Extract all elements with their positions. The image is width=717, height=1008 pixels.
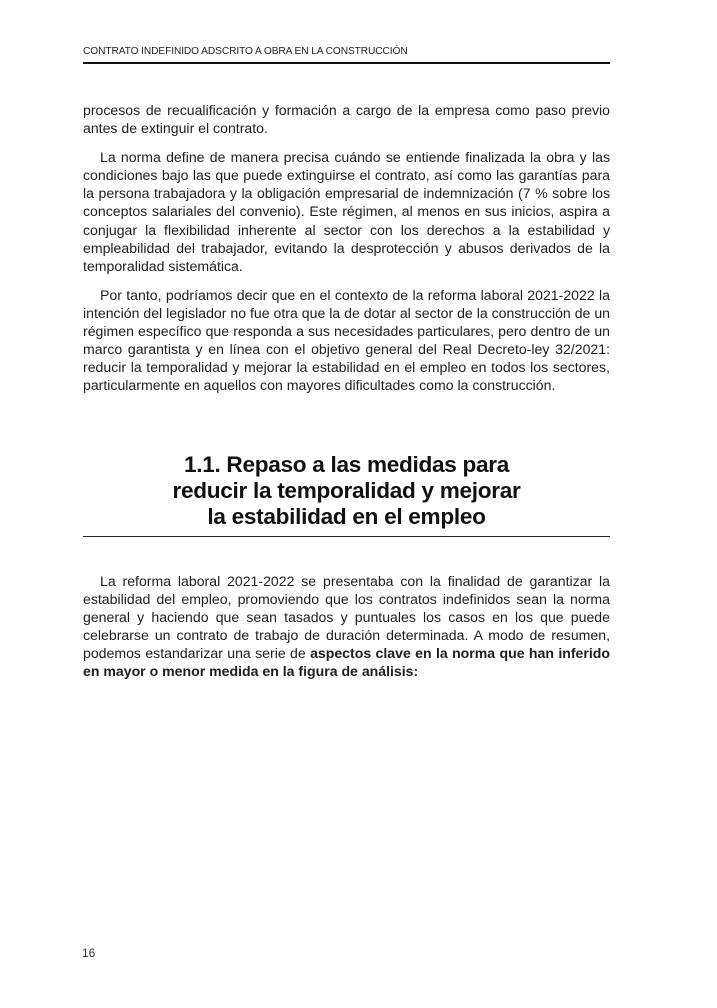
paragraph-norma: La norma define de manera precisa cuándo se entiende finalizada la obra y las condiciones bajo las que puede extinguirse el contrato, así como las garantías para la persona trabajadora y la obligación empresarial de indemnización (7 % sobre los conceptos salariales del convenio). Este régimen, al menos en sus inicios, aspira a conjugar la flexibilidad inherente al sector con los derechos a la estabilidad y empleabilidad del trabajador, evitando la desprotección y abusos derivados de la temporalidad sistemática.: [83, 149, 610, 274]
body-text-top: [83, 101, 610, 405]
section-heading-line-2: reducir la temporalidad y mejorar: [172, 478, 521, 503]
body-text-section: [83, 572, 610, 692]
section-heading-line-3: la estabilidad en el empleo: [207, 504, 486, 529]
paragraph-reforma-regular: La reforma laboral 2021-2022 se presentaba con la finalidad de garantizar la estabilidad del empleo, promoviendo que los contratos indefinidos sean la norma general y haciendo que sean tasados y puntuales los casos en los que puede celebrarse un contrato de trabajo de duración determinada. A modo de resumen, podemos estandarizar una serie de: [83, 573, 610, 662]
paragraph-continuation: procesos de recualificación y formación a cargo de la empresa como paso previo antes de extinguir el contrato.: [83, 102, 610, 137]
running-header: CONTRATO INDEFINIDO ADSCRITO A OBRA EN LA CONSTRUCCIÓN: [83, 46, 408, 57]
header-rule: [83, 62, 610, 64]
section-heading-line-1: 1.1. Repaso a las medidas para: [183, 452, 510, 477]
paragraph-por-tanto: Por tanto, podríamos decir que en el contexto de la reforma laboral 2021-2022 la intención del legislador no fue otra que la de dotar al sector de la construcción de un régimen específico que responda a sus necesidades particulares, pero dentro de un marco garantista y en línea con el objetivo general del Real Decreto-ley 32/2021: reducir la temporalidad y mejorar la estabilidad en el empleo en todos los sectores, particularmente en aquellos con mayores dificultades como la construcción.: [83, 286, 610, 394]
page-number: 16: [82, 946, 96, 960]
heading-rule: [83, 536, 610, 537]
section-heading: [83, 452, 610, 530]
paragraph-reforma-bold: aspectos clave en la norma que han inferido en mayor o menor medida en la figura de análisis:: [83, 645, 610, 680]
paragraph-reforma: [83, 572, 610, 681]
